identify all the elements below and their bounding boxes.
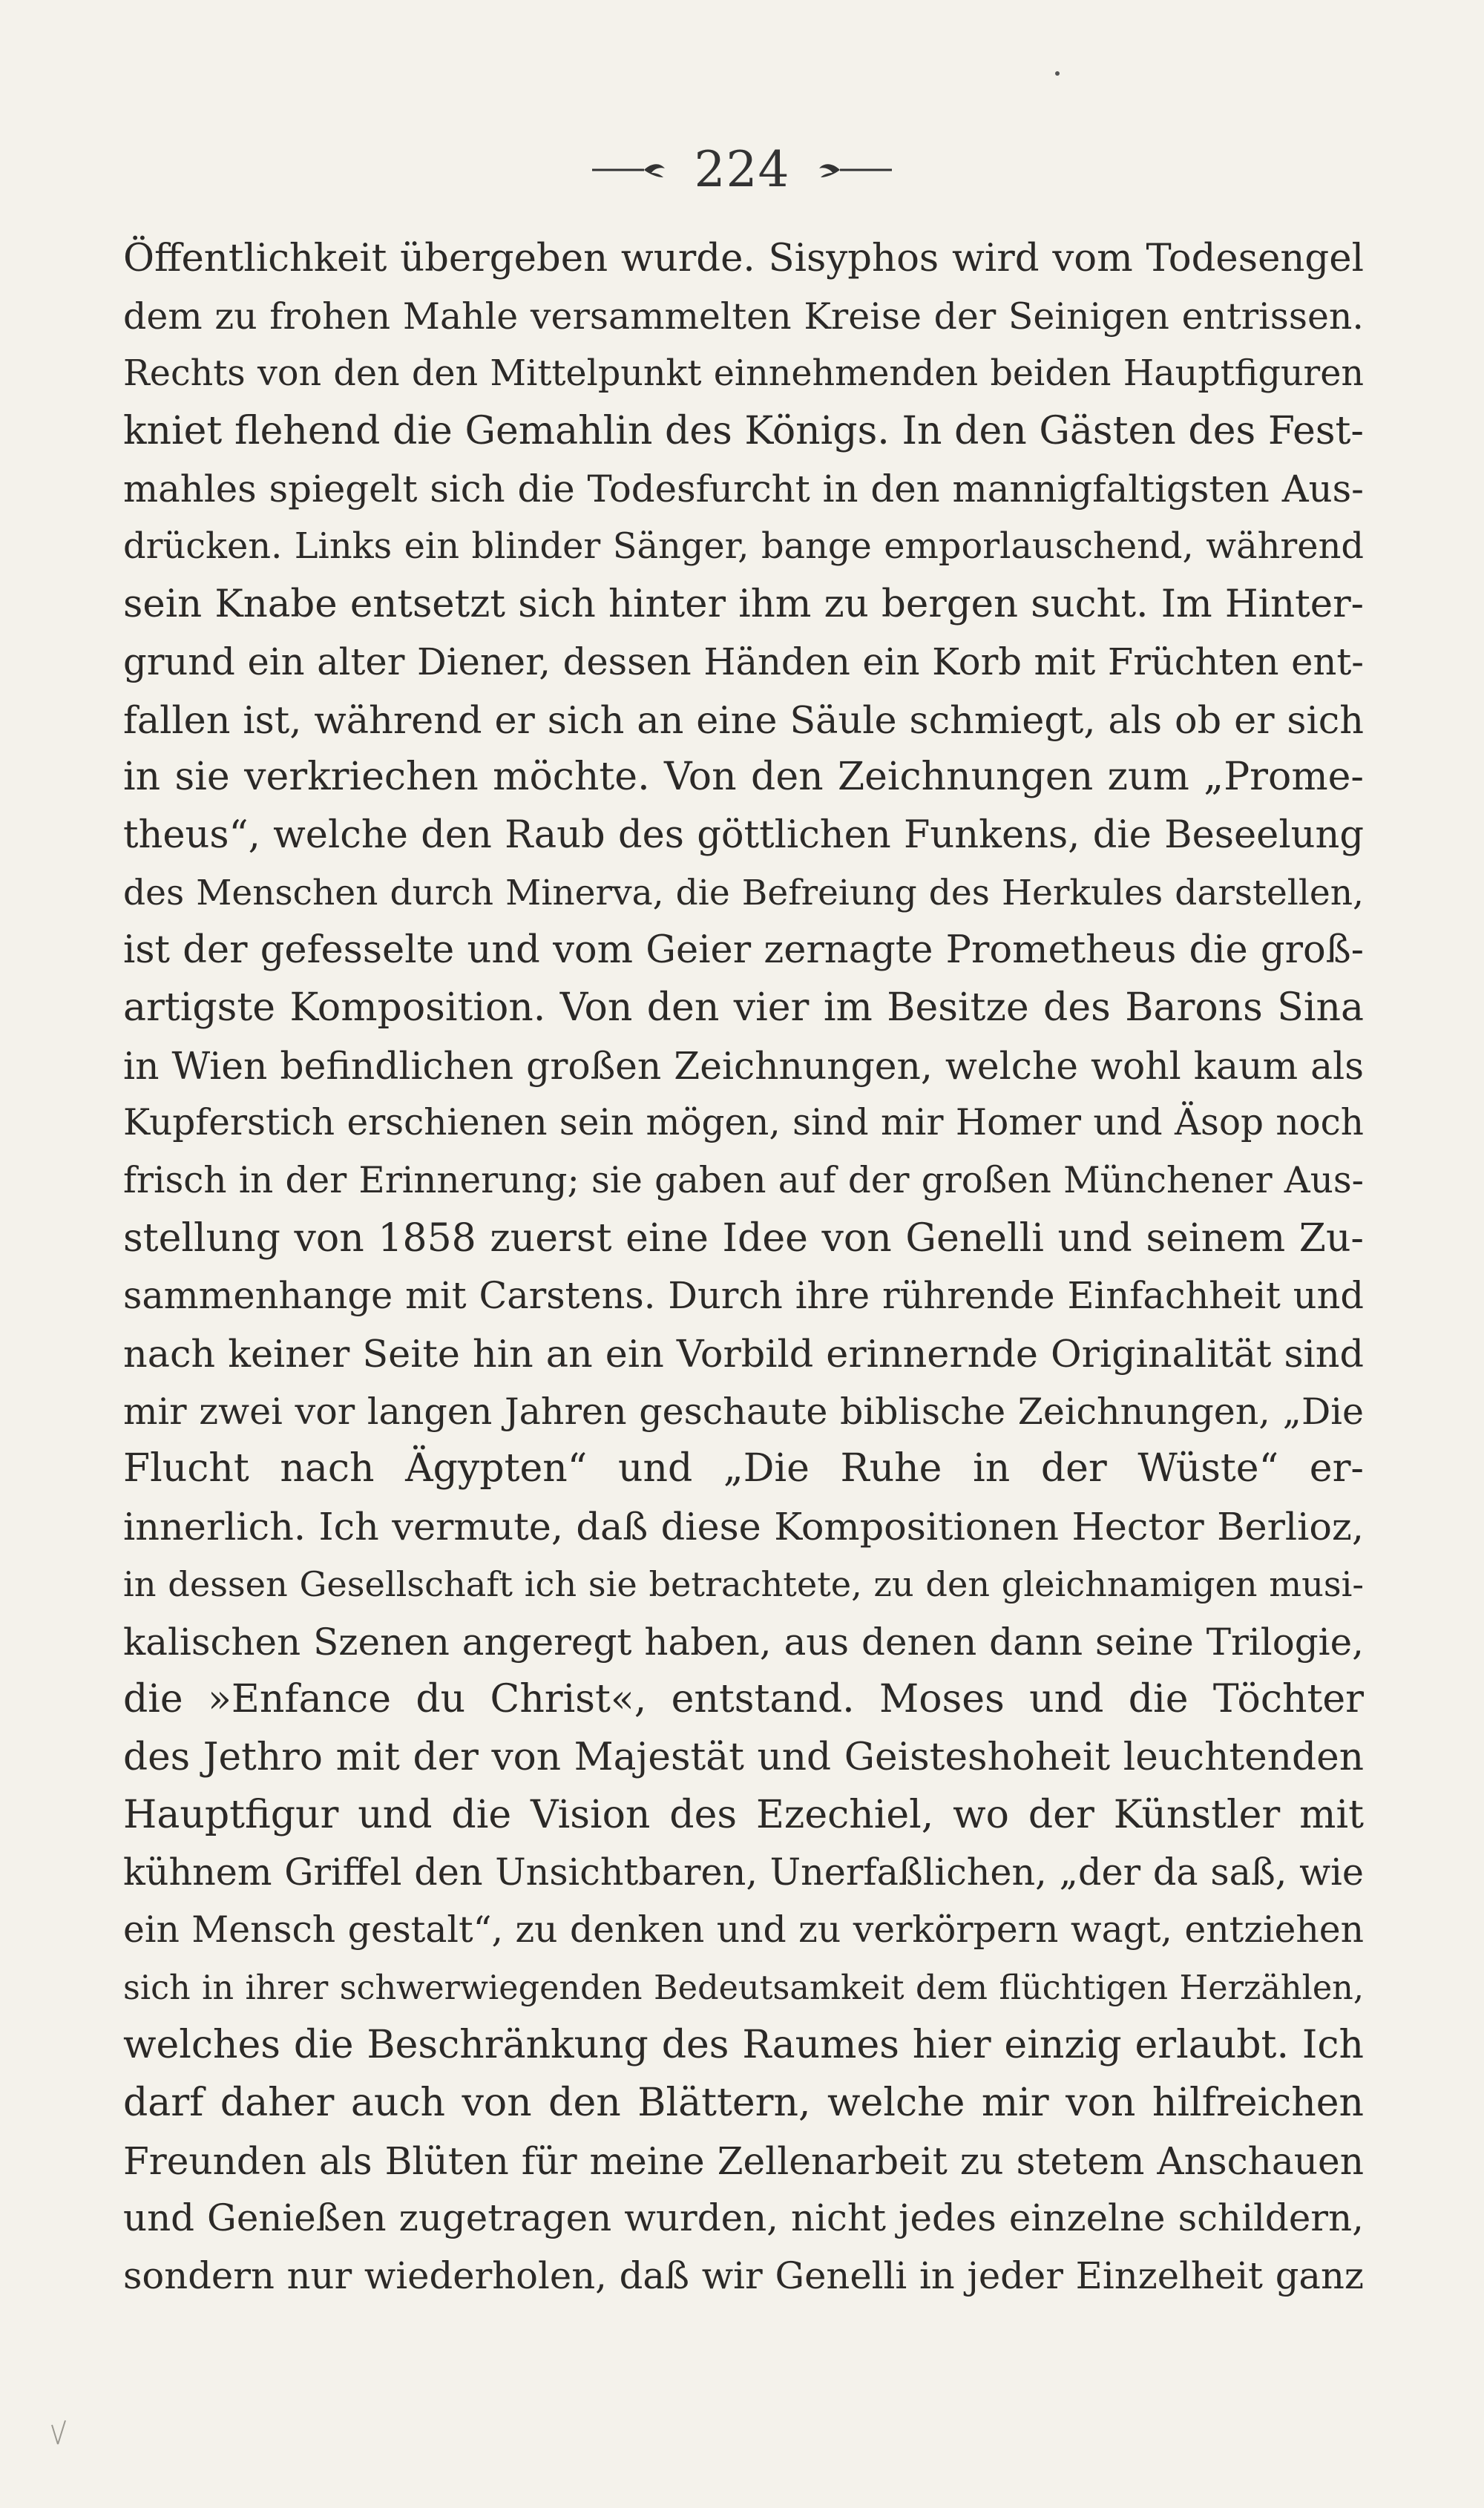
text-line: ein Mensch gestalt“, zu denken und zu verkörpern wagt, entziehen (123, 1908, 1364, 1951)
text-line: grund ein alter Diener, dessen Händen ein Korb mit Früchten ent- (123, 640, 1364, 683)
text-line: welches die Beschränkung des Raumes hier einzig erlaubt. Ich (123, 2023, 1364, 2068)
ink-speck (1055, 71, 1060, 76)
text-line: artigste Komposition. Von den vier im Besitze des Barons Sina (123, 985, 1364, 1030)
text-line: dem zu frohen Mahle versammelten Kreise der Seinigen entrissen. (123, 295, 1364, 338)
text-line: innerlich. Ich vermute, daß diese Kompositionen Hector Berlioz, (123, 1505, 1364, 1549)
text-line: darf daher auch von den Blättern, welche mir von hilfreichen (123, 2081, 1364, 2125)
pencil-mark-icon (50, 2417, 68, 2447)
text-line: mir zwei vor langen Jahren geschaute biblische Zeichnungen, „Die (123, 1389, 1364, 1433)
text-line: sammenhange mit Carstens. Durch ihre rührende Einfachheit und (123, 1274, 1364, 1318)
text-line: kühnem Griffel den Unsichtbaren, Unerfaßlichen, „der da saß, wie (123, 1851, 1364, 1894)
text-line: des Jethro mit der von Majestät und Geisteshoheit leuchtenden (123, 1734, 1364, 1779)
text-line: kniet flehend die Gemahlin des Königs. In den Gästen des Fest- (123, 409, 1364, 454)
text-line: Freunden als Blüten für meine Zellenarbeit zu stetem Anschauen (123, 2138, 1364, 2183)
body-text (123, 230, 1364, 2305)
text-line: Kupferstich erschienen sein mögen, sind mir Homer und Äsop noch (123, 1102, 1364, 1144)
left-ornament-icon (592, 158, 674, 180)
text-line: des Menschen durch Minerva, die Befreiung des Herkules darstellen, (123, 872, 1364, 913)
page-number: 224 (694, 140, 790, 198)
text-line: sich in ihrer schwerwiegenden Bedeutsamkeit dem flüchtigen Herzählen, (123, 1969, 1364, 2007)
text-line: sondern nur wiederholen, daß wir Genelli in jeder Einzelheit ganz (123, 2254, 1364, 2298)
text-line: in Wien befindlichen großen Zeichnungen, welche wohl kaum als (123, 1043, 1364, 1088)
text-line: Rechts von den den Mittelpunkt einnehmenden beiden Hauptfiguren (123, 353, 1364, 395)
text-line: frisch in der Erinnerung; sie gaben auf der großen Münchener Aus- (123, 1160, 1364, 1201)
text-line: kalischen Szenen angeregt haben, aus denen dann seine Trilogie, (123, 1620, 1364, 1664)
text-line: sein Knabe entsetzt sich hinter ihm zu bergen sucht. Im Hinter- (123, 582, 1364, 627)
text-line: Flucht nach Ägypten“ und „Die Ruhe in der Wüste“ er- (123, 1446, 1364, 1491)
text-line: mahles spiegelt sich die Todesfurcht in den mannigfaltigsten Aus- (123, 467, 1364, 511)
text-line: die »Enfance du Christ«, entstand. Moses und die Töchter (123, 1677, 1364, 1722)
text-line: und Genießen zugetragen wurden, nicht jedes einzelne schildern, (123, 2196, 1364, 2240)
text-line: in dessen Gesellschaft ich sie betrachtete, zu den gleichnamigen musi- (123, 1563, 1364, 1604)
page-header (0, 132, 1484, 206)
text-line: in sie verkriechen möchte. Von den Zeichnungen zum „Prome- (123, 755, 1364, 800)
text-line: ist der gefesselte und vom Geier zernagte Prometheus die groß- (123, 928, 1364, 973)
right-ornament-icon (810, 158, 892, 180)
text-line: stellung von 1858 zuerst eine Idee von Genelli und seinem Zu- (123, 1215, 1364, 1261)
text-line: theus“, welche den Raub des göttlichen Funkens, die Beseelung (123, 813, 1364, 857)
text-line: drücken. Links ein blinder Sänger, bange emporlauschend, während (123, 526, 1364, 568)
text-line: fallen ist, während er sich an eine Säule schmiegt, als ob er sich (123, 697, 1364, 742)
text-line: Öffentlichkeit übergeben wurde. Sisyphos wird vom Todesengel (123, 236, 1364, 280)
text-line: nach keiner Seite hin an ein Vorbild erinnernde Originalität sind (123, 1332, 1364, 1376)
text-line: Hauptfigur und die Vision des Ezechiel, wo der Künstler mit (123, 1792, 1364, 1837)
